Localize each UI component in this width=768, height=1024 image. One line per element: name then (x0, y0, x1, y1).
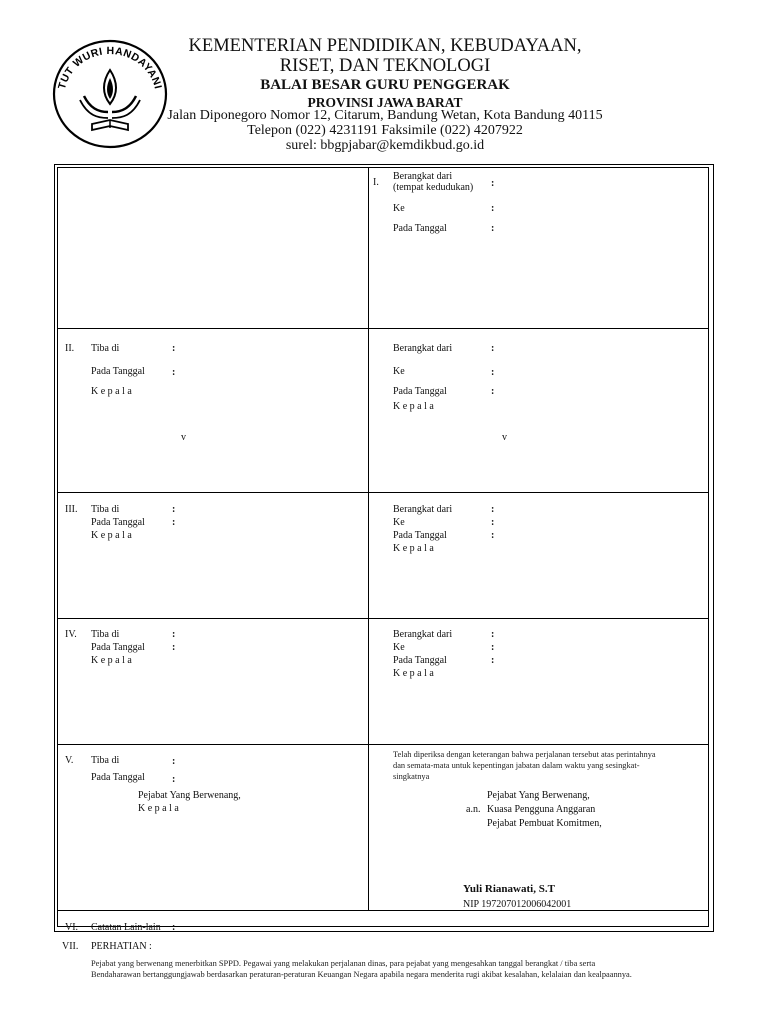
section-ii-depart-label: Berangkat dari (393, 343, 453, 354)
colon: : (172, 774, 176, 785)
on-behalf-abbrev: a.n. (466, 804, 481, 815)
budget-user-proxy: Kuasa Pengguna Anggaran (487, 804, 596, 815)
colon: : (172, 642, 176, 653)
notice-line-1: Pejabat yang berwenang menerbitkan SPPD. Pegawai yang melakukan perjalanan dinas, para pejabat yang mengesahkan tanggal berangkat / tiba serta (91, 959, 596, 968)
section-iv-to-label: Ke (393, 642, 405, 653)
phone-fax: Telepon (022) 4231191 Faksimile (022) 4207922 (247, 123, 523, 138)
section-i-number: I. (373, 177, 379, 188)
section-iv-head-label-right: K e p a l a (393, 668, 434, 679)
section-v-authority-right: Pejabat Yang Berwenang, (487, 790, 590, 801)
section-v-head-label: K e p a l a (138, 803, 179, 814)
section-iv-head-label: K e p a l a (91, 655, 132, 666)
svg-text:TUT WURI HANDAYANI: TUT WURI HANDAYANI (56, 44, 164, 91)
colon: : (172, 629, 176, 640)
section-i-origin-note: (tempat kedudukan) (393, 182, 474, 193)
section-vii-label: PERHATIAN : (91, 941, 152, 952)
section-iii-head-label-right: K e p a l a (393, 543, 434, 554)
section-ii-number: II. (65, 343, 75, 354)
section-iii-depart-label: Berangkat dari (393, 504, 453, 515)
section-ii-to-label: Ke (393, 366, 405, 377)
section-ii-depart-date-label: Pada Tanggal (393, 386, 447, 397)
section-i-to-label: Ke (393, 203, 405, 214)
section-v-authority-left: Pejabat Yang Berwenang, (138, 790, 241, 801)
check-mark: v (502, 432, 507, 443)
colon: : (491, 203, 495, 214)
colon: : (172, 504, 176, 515)
section-v-number: V. (65, 755, 74, 766)
address: Jalan Diponegoro Nomor 12, Citarum, Bandung Wetan, Kota Bandung 40115 (167, 108, 603, 123)
colon: : (172, 517, 176, 528)
section-iv-depart-label: Berangkat dari (393, 629, 453, 640)
check-mark: v (181, 432, 186, 443)
email: surel: bbgpjabar@kemdikbud.go.id (285, 138, 485, 153)
section-ii-head-label: K e p a l a (91, 386, 132, 397)
section-ii-date-label: Pada Tanggal (91, 366, 145, 377)
colon: : (491, 223, 495, 234)
section-i-depart-label: Berangkat dari (393, 171, 453, 182)
section-iv-date-label: Pada Tanggal (91, 642, 145, 653)
statement-line-3: singkatnya (393, 772, 430, 781)
notice-line-2: Bendaharawan bertanggungjawab berdasarkan peraturan-peraturan Keuangan Negara apabila negara menderita rugi akibat kesalahan, kelalaian dan kealpaannya. (91, 970, 632, 979)
row-divider-1 (57, 328, 709, 329)
colon: : (172, 756, 176, 767)
colon: : (172, 367, 176, 378)
colon: : (491, 629, 495, 640)
section-iii-date-label: Pada Tanggal (91, 517, 145, 528)
commitment-officer: Pejabat Pembuat Komitmen, (487, 818, 602, 829)
ministry-name-line2: RISET, DAN TEKNOLOGI (279, 56, 491, 76)
statement-line-1: Telah diperiksa dengan keterangan bahwa perjalanan tersebut atas perintahnya (393, 750, 656, 759)
signer-name: Yuli Rianawati, S.T (463, 883, 555, 895)
colon: : (491, 178, 495, 189)
column-divider (368, 167, 369, 910)
row-divider-2 (57, 492, 709, 493)
section-v-date-label: Pada Tanggal (91, 772, 145, 783)
section-vii-number: VII. (62, 941, 79, 952)
tut-wuri-handayani-logo (50, 38, 170, 150)
colon: : (491, 504, 495, 515)
row-divider-3 (57, 618, 709, 619)
colon: : (491, 530, 495, 541)
section-ii-arrive-label: Tiba di (91, 343, 120, 354)
colon: : (491, 367, 495, 378)
colon: : (491, 517, 495, 528)
section-i-date-label: Pada Tanggal (393, 223, 447, 234)
colon: : (172, 343, 176, 354)
section-iv-number: IV. (65, 629, 77, 640)
section-iv-depart-date-label: Pada Tanggal (393, 655, 447, 666)
colon: : (491, 655, 495, 666)
colon: : (491, 386, 495, 397)
row-divider-4 (57, 744, 709, 745)
section-vi-label: Catatan Lain-lain (91, 922, 161, 933)
colon: : (491, 343, 495, 354)
section-iii-number: III. (65, 504, 78, 515)
section-iii-arrive-label: Tiba di (91, 504, 120, 515)
colon: : (491, 642, 495, 653)
signer-nip: NIP 197207012006042001 (463, 899, 572, 910)
section-v-arrive-label: Tiba di (91, 755, 120, 766)
ministry-name-line1: KEMENTERIAN PENDIDIKAN, KEBUDAYAAN, (188, 36, 582, 56)
province-name: PROVINSI JAWA BARAT (307, 95, 463, 110)
colon: : (172, 922, 176, 933)
section-ii-head-label-right: K e p a l a (393, 401, 434, 412)
row-divider-5 (57, 910, 709, 911)
section-iii-depart-date-label: Pada Tanggal (393, 530, 447, 541)
section-iii-head-label: K e p a l a (91, 530, 132, 541)
section-vi-number: VI. (65, 922, 79, 933)
statement-line-2: dan semata-mata untuk kepentingan jabatan dalam waktu yang sesingkat- (393, 761, 640, 770)
institution-name: BALAI BESAR GURU PENGGERAK (260, 77, 510, 93)
section-iii-to-label: Ke (393, 517, 405, 528)
section-iv-arrive-label: Tiba di (91, 629, 120, 640)
